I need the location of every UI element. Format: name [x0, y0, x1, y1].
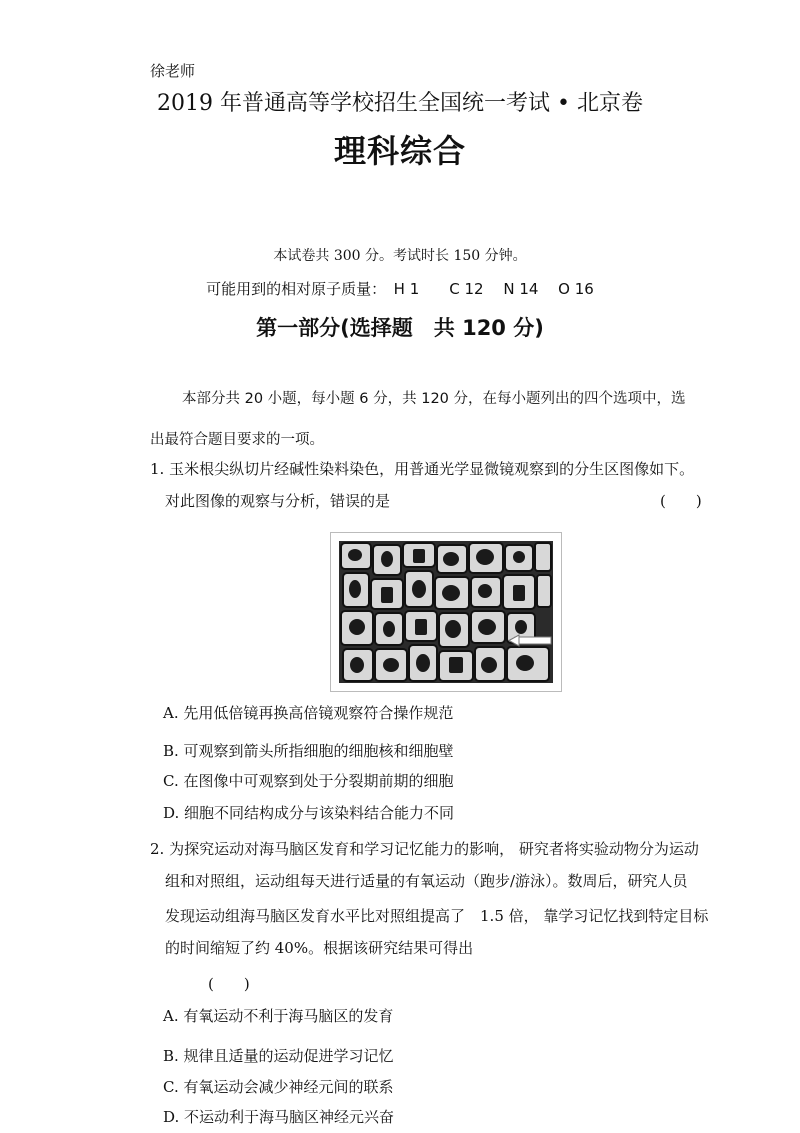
q1-option-d: D. 细胞不同结构成分与该染料结合能力不同 [163, 804, 455, 822]
part-intro-line2: 出最符合题目要求的一项。 [150, 432, 324, 448]
micrograph-icon [339, 541, 553, 683]
q2-option-c: C. 有氧运动会减少神经元间的联系 [163, 1078, 394, 1096]
q1-line2: 对此图像的观察与分析，错误的是 [165, 492, 391, 510]
part-one-title: 第一部分(选择题 共 120 分) [256, 316, 544, 340]
arrow-icon [509, 635, 551, 646]
q2-line4: 的时间缩短了约 40%。根据该研究结果可得出 [165, 939, 474, 957]
atomic-mass-info: 可能用到的相对原子质量： H 1 C 12 N 14 O 16 [206, 280, 594, 298]
q2-line2: 组和对照组，运动组每天进行适量的有氧运动（跑步/游泳）。数周后，研究人员 [165, 872, 688, 890]
q2-line3: 发现运动组海马脑区发育水平比对照组提高了 1.5 倍， 靠学习记忆找到特定目标 [165, 907, 709, 925]
q1-answer-paren: ( ) [660, 492, 702, 510]
part-intro-line1: 本部分共 20 小题，每小题 6 分，共 120 分，在每小题列出的四个选项中，选 [182, 391, 686, 407]
exam-title: 2019 年普通高等学校招生全国统一考试 • 北京卷 [157, 91, 643, 116]
q2-option-d: D. 不运动利于海马脑区神经元兴奋 [163, 1108, 395, 1126]
q2-line1: 2. 为探究运动对海马脑区发育和学习记忆能力的影响， 研究者将实验动物分为运动 [150, 840, 699, 858]
micrograph-figure [330, 532, 562, 692]
exam-total-time: 本试卷共 300 分。考试时长 150 分钟。 [273, 248, 527, 264]
q1-line1: 1. 玉米根尖纵切片经碱性染料染色，用普通光学显微镜观察到的分生区图像如下。 [150, 460, 695, 478]
subject-title: 理科综合 [333, 132, 466, 170]
q2-answer-paren: ( ) [208, 975, 250, 993]
q1-option-b: B. 可观察到箭头所指细胞的细胞核和细胞壁 [163, 742, 454, 760]
teacher-label: 徐老师 [150, 62, 196, 80]
q1-option-a: A. 先用低倍镜再换高倍镜观察符合操作规范 [163, 704, 454, 722]
q2-option-a: A. 有氧运动不利于海马脑区的发育 [163, 1007, 394, 1025]
q1-option-c: C. 在图像中可观察到处于分裂期前期的细胞 [163, 772, 454, 790]
q2-option-b: B. 规律且适量的运动促进学习记忆 [163, 1047, 394, 1065]
